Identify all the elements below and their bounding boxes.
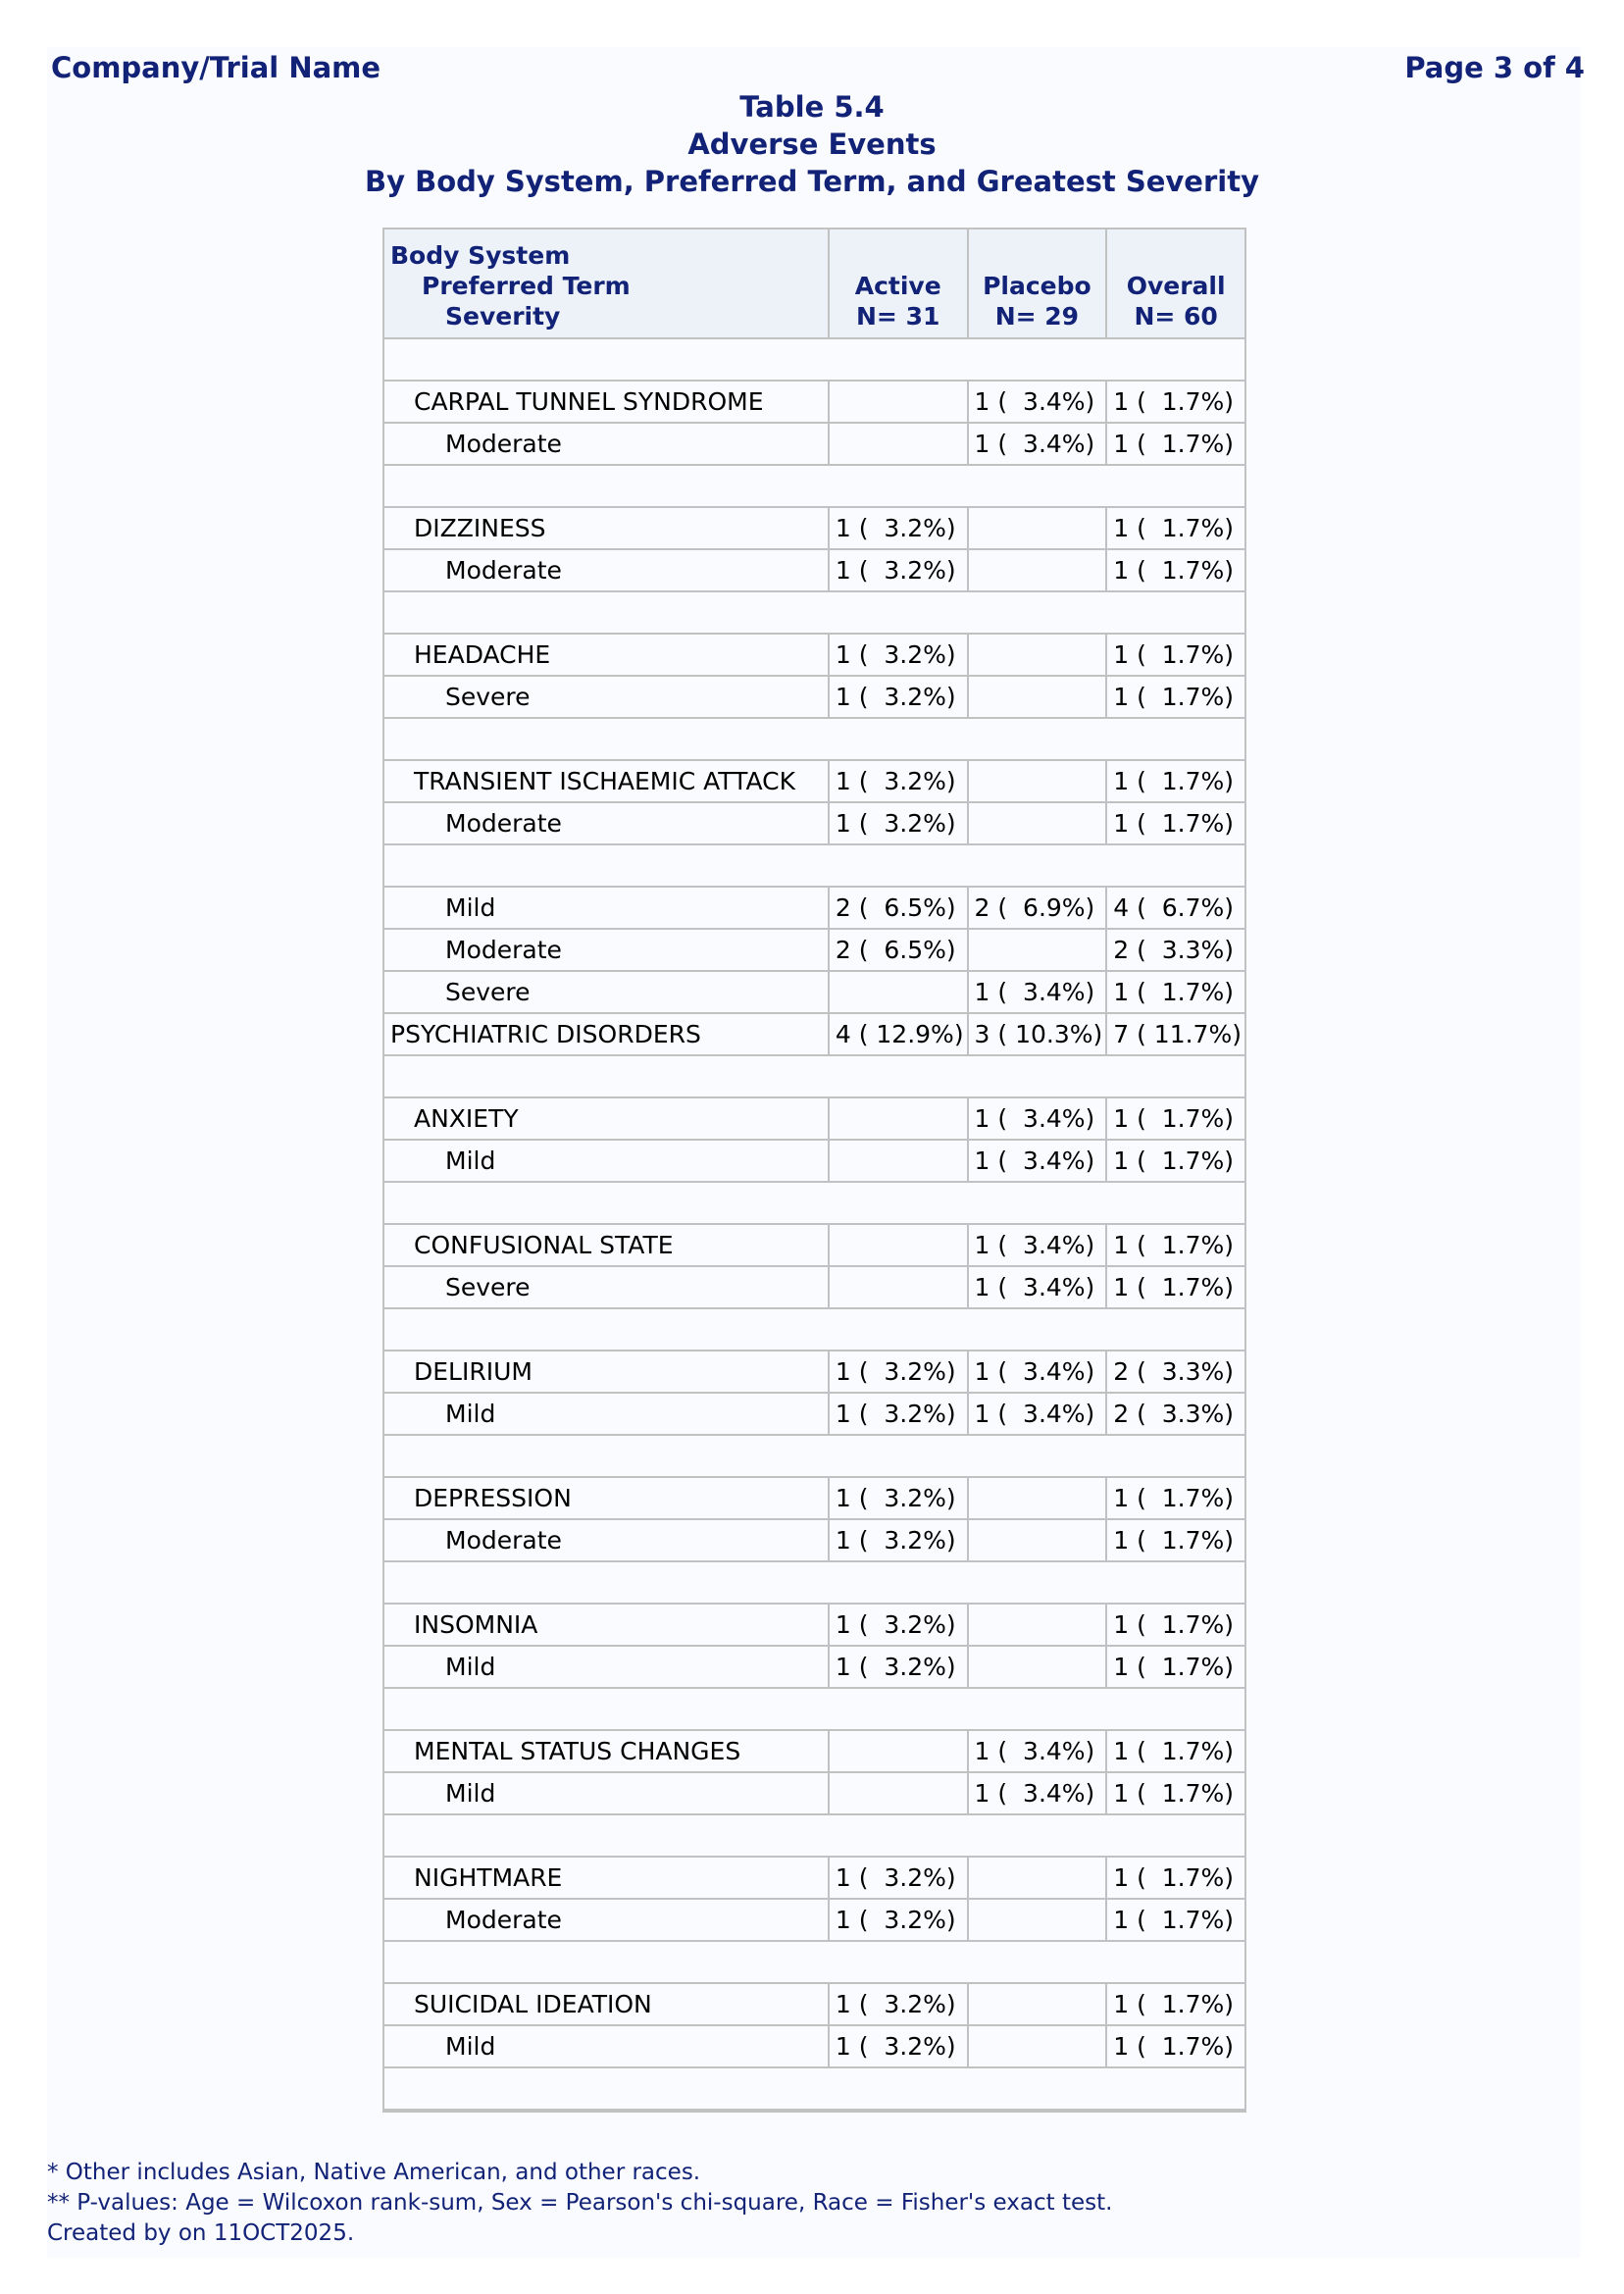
placebo-value bbox=[967, 1605, 1106, 1647]
active-column-header bbox=[828, 229, 967, 339]
active-value: 1 ( 3.2%) bbox=[828, 677, 967, 719]
placebo-column-header bbox=[967, 229, 1106, 339]
placebo-header-n: N= 29 bbox=[994, 302, 1080, 331]
row-label: Mild bbox=[384, 1647, 828, 1689]
spacer-row bbox=[384, 1056, 1244, 1098]
active-value: 1 ( 3.2%) bbox=[828, 508, 967, 550]
placebo-value bbox=[967, 803, 1106, 845]
active-value: 1 ( 3.2%) bbox=[828, 1900, 967, 1942]
severity-row bbox=[384, 1141, 1244, 1183]
severity-row bbox=[384, 1394, 1244, 1436]
placebo-value bbox=[967, 1984, 1106, 2026]
severity-row bbox=[384, 888, 1244, 930]
active-value: 1 ( 3.2%) bbox=[828, 550, 967, 592]
row-label: Moderate bbox=[384, 424, 828, 466]
placebo-value: 1 ( 3.4%) bbox=[967, 382, 1106, 424]
active-value bbox=[828, 382, 967, 424]
placebo-value bbox=[967, 1858, 1106, 1900]
row-label: Severe bbox=[384, 972, 828, 1014]
preferred-term-row bbox=[384, 1351, 1244, 1394]
severity-row bbox=[384, 1267, 1244, 1309]
active-value: 4 ( 12.9%) bbox=[828, 1014, 967, 1056]
row-label: Mild bbox=[384, 1394, 828, 1436]
overall-header-n: N= 60 bbox=[1134, 302, 1218, 331]
severity-row bbox=[384, 424, 1244, 466]
overall-value: 1 ( 1.7%) bbox=[1105, 677, 1244, 719]
placebo-value: 1 ( 3.4%) bbox=[967, 1773, 1106, 1815]
placebo-value: 1 ( 3.4%) bbox=[967, 1141, 1106, 1183]
placebo-value: 1 ( 3.4%) bbox=[967, 1098, 1106, 1141]
spacer-cell bbox=[384, 466, 1244, 508]
footnote-pvalues: ** P-values: Age = Wilcoxon rank-sum, Sex = Pearson's chi-square, Race = Fisher's exact test. bbox=[47, 2190, 1113, 2216]
row-label: Moderate bbox=[384, 803, 828, 845]
footnotes bbox=[47, 2158, 1112, 2249]
placebo-value: 1 ( 3.4%) bbox=[967, 1351, 1106, 1394]
row-label: Moderate bbox=[384, 930, 828, 972]
table-sub-title: By Body System, Preferred Term, and Greatest Severity bbox=[365, 165, 1259, 198]
active-value bbox=[828, 1731, 967, 1773]
row-label: CARPAL TUNNEL SYNDROME bbox=[384, 382, 828, 424]
spacer-cell bbox=[384, 845, 1244, 888]
overall-value: 1 ( 1.7%) bbox=[1105, 508, 1244, 550]
preferred-term-row bbox=[384, 1984, 1244, 2026]
row-label: DIZZINESS bbox=[384, 508, 828, 550]
spacer-row bbox=[384, 1689, 1244, 1731]
spacer-cell bbox=[384, 719, 1244, 761]
table-body bbox=[384, 339, 1244, 2111]
active-value: 1 ( 3.2%) bbox=[828, 1858, 967, 1900]
company-trial-name: Company/Trial Name bbox=[51, 51, 381, 84]
placebo-value bbox=[967, 1520, 1106, 1562]
overall-value: 2 ( 3.3%) bbox=[1105, 1351, 1244, 1394]
spacer-row bbox=[384, 339, 1244, 382]
overall-value: 1 ( 1.7%) bbox=[1105, 1605, 1244, 1647]
preferred-term-row bbox=[384, 1478, 1244, 1520]
preferred-term-row bbox=[384, 1731, 1244, 1773]
spacer-row bbox=[384, 1562, 1244, 1605]
severity-row bbox=[384, 930, 1244, 972]
preferred-term-row bbox=[384, 1858, 1244, 1900]
row-label: Moderate bbox=[384, 550, 828, 592]
row-label: MENTAL STATUS CHANGES bbox=[384, 1731, 828, 1773]
placebo-value bbox=[967, 1478, 1106, 1520]
overall-value: 1 ( 1.7%) bbox=[1105, 1731, 1244, 1773]
placebo-value bbox=[967, 930, 1106, 972]
preferred-term-row bbox=[384, 1098, 1244, 1141]
table-titles bbox=[0, 88, 1624, 200]
overall-value: 1 ( 1.7%) bbox=[1105, 1478, 1244, 1520]
active-value bbox=[828, 1141, 967, 1183]
spacer-row bbox=[384, 1815, 1244, 1858]
overall-column-header bbox=[1105, 229, 1244, 339]
active-value: 2 ( 6.5%) bbox=[828, 930, 967, 972]
active-value: 1 ( 3.2%) bbox=[828, 635, 967, 677]
label-column-header bbox=[384, 229, 828, 339]
header-preferred-term: Preferred Term bbox=[422, 272, 631, 300]
row-label: ANXIETY bbox=[384, 1098, 828, 1141]
preferred-term-row bbox=[384, 635, 1244, 677]
spacer-cell bbox=[384, 1436, 1244, 1478]
preferred-term-row bbox=[384, 508, 1244, 550]
overall-value: 1 ( 1.7%) bbox=[1105, 1520, 1244, 1562]
header-severity: Severity bbox=[445, 302, 561, 331]
active-value: 2 ( 6.5%) bbox=[828, 888, 967, 930]
spacer-cell bbox=[384, 1815, 1244, 1858]
preferred-term-row bbox=[384, 1225, 1244, 1267]
preferred-term-row bbox=[384, 382, 1244, 424]
overall-value: 1 ( 1.7%) bbox=[1105, 1984, 1244, 2026]
row-label: HEADACHE bbox=[384, 635, 828, 677]
row-label: Mild bbox=[384, 2026, 828, 2068]
adverse-events-table bbox=[382, 228, 1246, 2113]
placebo-value: 3 ( 10.3%) bbox=[967, 1014, 1106, 1056]
overall-value: 1 ( 1.7%) bbox=[1105, 1141, 1244, 1183]
row-label: Mild bbox=[384, 1141, 828, 1183]
overall-value: 7 ( 11.7%) bbox=[1105, 1014, 1244, 1056]
header-body-system: Body System bbox=[390, 241, 571, 270]
preferred-term-row bbox=[384, 1605, 1244, 1647]
overall-value: 1 ( 1.7%) bbox=[1105, 761, 1244, 803]
active-value: 1 ( 3.2%) bbox=[828, 1351, 967, 1394]
row-label: Severe bbox=[384, 1267, 828, 1309]
overall-value: 1 ( 1.7%) bbox=[1105, 1900, 1244, 1942]
active-value bbox=[828, 1225, 967, 1267]
spacer-cell bbox=[384, 339, 1244, 382]
row-label: Mild bbox=[384, 888, 828, 930]
overall-value: 1 ( 1.7%) bbox=[1105, 550, 1244, 592]
row-label: Mild bbox=[384, 1773, 828, 1815]
severity-row bbox=[384, 1773, 1244, 1815]
table-main-title: Adverse Events bbox=[687, 127, 937, 161]
page-number: Page 3 of 4 bbox=[1404, 51, 1585, 84]
spacer-cell bbox=[384, 1942, 1244, 1984]
spacer-cell bbox=[384, 2068, 1244, 2111]
placebo-value: 1 ( 3.4%) bbox=[967, 1394, 1106, 1436]
placebo-value: 2 ( 6.9%) bbox=[967, 888, 1106, 930]
severity-row bbox=[384, 1647, 1244, 1689]
overall-value: 1 ( 1.7%) bbox=[1105, 1773, 1244, 1815]
row-label: Moderate bbox=[384, 1900, 828, 1942]
placebo-value bbox=[967, 1647, 1106, 1689]
spacer-row bbox=[384, 719, 1244, 761]
row-label: DEPRESSION bbox=[384, 1478, 828, 1520]
active-value bbox=[828, 424, 967, 466]
footnote-race: * Other includes Asian, Native American, and other races. bbox=[47, 2160, 701, 2185]
active-header-label: Active bbox=[854, 272, 941, 300]
severity-row bbox=[384, 1520, 1244, 1562]
row-label: Moderate bbox=[384, 1520, 828, 1562]
spacer-row bbox=[384, 2068, 1244, 2111]
placebo-value bbox=[967, 761, 1106, 803]
overall-value: 1 ( 1.7%) bbox=[1105, 635, 1244, 677]
severity-row bbox=[384, 677, 1244, 719]
placebo-value bbox=[967, 550, 1106, 592]
spacer-row bbox=[384, 592, 1244, 635]
overall-value: 1 ( 1.7%) bbox=[1105, 803, 1244, 845]
placebo-value bbox=[967, 2026, 1106, 2068]
row-label: INSOMNIA bbox=[384, 1605, 828, 1647]
placebo-value bbox=[967, 677, 1106, 719]
overall-value: 1 ( 1.7%) bbox=[1105, 424, 1244, 466]
active-value: 1 ( 3.2%) bbox=[828, 1520, 967, 1562]
active-header-n: N= 31 bbox=[856, 302, 940, 331]
overall-value: 1 ( 1.7%) bbox=[1105, 972, 1244, 1014]
table-number-title: Table 5.4 bbox=[739, 90, 885, 124]
severity-row bbox=[384, 803, 1244, 845]
spacer-cell bbox=[384, 1562, 1244, 1605]
severity-row bbox=[384, 550, 1244, 592]
active-value bbox=[828, 1773, 967, 1815]
overall-value: 1 ( 1.7%) bbox=[1105, 1858, 1244, 1900]
placebo-value bbox=[967, 635, 1106, 677]
active-value: 1 ( 3.2%) bbox=[828, 1478, 967, 1520]
placebo-value bbox=[967, 508, 1106, 550]
spacer-row bbox=[384, 1436, 1244, 1478]
active-value: 1 ( 3.2%) bbox=[828, 1984, 967, 2026]
spacer-cell bbox=[384, 1689, 1244, 1731]
placebo-header-label: Placebo bbox=[983, 272, 1091, 300]
placebo-value bbox=[967, 1900, 1106, 1942]
row-label: DELIRIUM bbox=[384, 1351, 828, 1394]
overall-value: 4 ( 6.7%) bbox=[1105, 888, 1244, 930]
overall-value: 2 ( 3.3%) bbox=[1105, 1394, 1244, 1436]
row-label: SUICIDAL IDEATION bbox=[384, 1984, 828, 2026]
spacer-row bbox=[384, 1942, 1244, 1984]
spacer-row bbox=[384, 1309, 1244, 1351]
active-value: 1 ( 3.2%) bbox=[828, 2026, 967, 2068]
severity-row bbox=[384, 1900, 1244, 1942]
overall-value: 1 ( 1.7%) bbox=[1105, 382, 1244, 424]
preferred-term-row bbox=[384, 761, 1244, 803]
active-value: 1 ( 3.2%) bbox=[828, 1605, 967, 1647]
overall-value: 1 ( 1.7%) bbox=[1105, 1225, 1244, 1267]
table-header-row bbox=[384, 229, 1244, 339]
active-value: 1 ( 3.2%) bbox=[828, 1647, 967, 1689]
spacer-row bbox=[384, 466, 1244, 508]
overall-value: 2 ( 3.3%) bbox=[1105, 930, 1244, 972]
active-value bbox=[828, 1098, 967, 1141]
severity-row bbox=[384, 2026, 1244, 2068]
row-label: NIGHTMARE bbox=[384, 1858, 828, 1900]
spacer-cell bbox=[384, 1309, 1244, 1351]
overall-value: 1 ( 1.7%) bbox=[1105, 2026, 1244, 2068]
active-value bbox=[828, 972, 967, 1014]
overall-value: 1 ( 1.7%) bbox=[1105, 1267, 1244, 1309]
placebo-value: 1 ( 3.4%) bbox=[967, 1267, 1106, 1309]
row-label: CONFUSIONAL STATE bbox=[384, 1225, 828, 1267]
spacer-row bbox=[384, 1183, 1244, 1225]
footnote-created: Created by on 11OCT2025. bbox=[47, 2220, 355, 2246]
active-value: 1 ( 3.2%) bbox=[828, 761, 967, 803]
row-label: PSYCHIATRIC DISORDERS bbox=[384, 1014, 828, 1056]
row-label: Severe bbox=[384, 677, 828, 719]
spacer-cell bbox=[384, 1183, 1244, 1225]
placebo-value: 1 ( 3.4%) bbox=[967, 1731, 1106, 1773]
overall-value: 1 ( 1.7%) bbox=[1105, 1098, 1244, 1141]
active-value: 1 ( 3.2%) bbox=[828, 803, 967, 845]
spacer-row bbox=[384, 845, 1244, 888]
overall-header-label: Overall bbox=[1126, 272, 1226, 300]
severity-row bbox=[384, 972, 1244, 1014]
row-label: TRANSIENT ISCHAEMIC ATTACK bbox=[384, 761, 828, 803]
overall-value: 1 ( 1.7%) bbox=[1105, 1647, 1244, 1689]
spacer-cell bbox=[384, 592, 1244, 635]
placebo-value: 1 ( 3.4%) bbox=[967, 972, 1106, 1014]
spacer-cell bbox=[384, 1056, 1244, 1098]
body-system-row bbox=[384, 1014, 1244, 1056]
placebo-value: 1 ( 3.4%) bbox=[967, 1225, 1106, 1267]
active-value: 1 ( 3.2%) bbox=[828, 1394, 967, 1436]
placebo-value: 1 ( 3.4%) bbox=[967, 424, 1106, 466]
active-value bbox=[828, 1267, 967, 1309]
